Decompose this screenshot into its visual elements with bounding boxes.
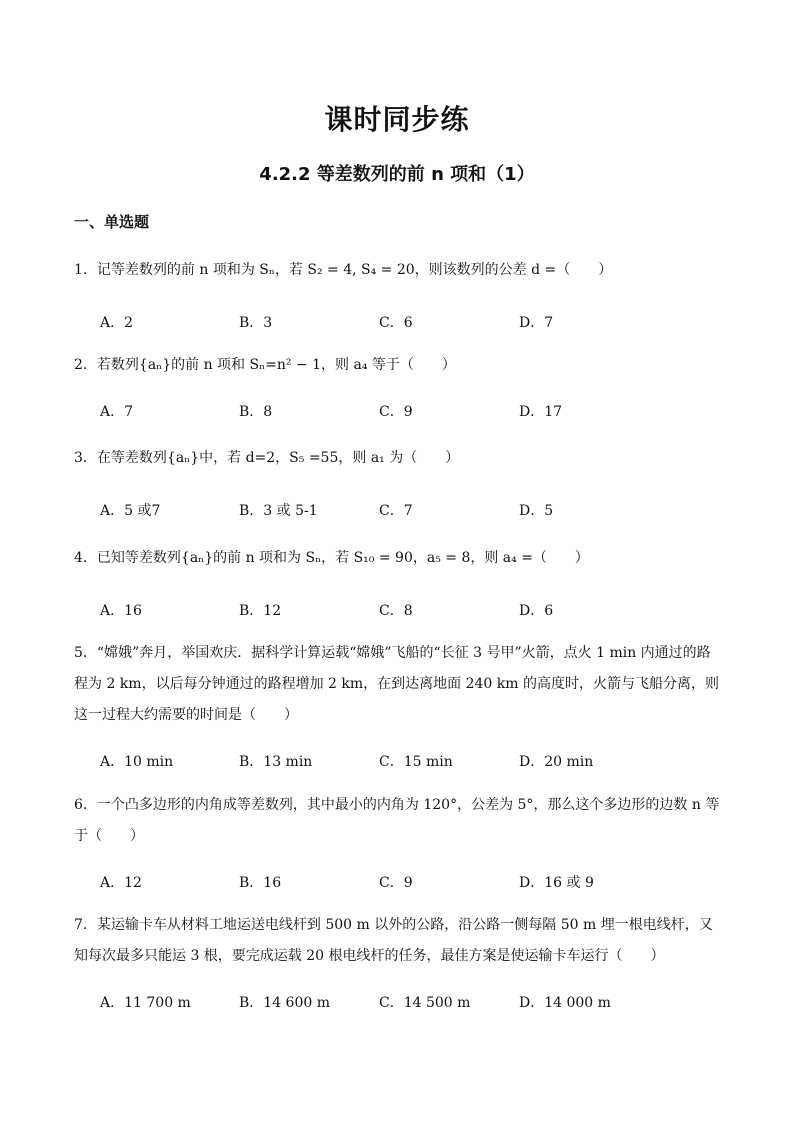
question-3 bbox=[74, 443, 724, 474]
question-4-stem: 4．已知等差数列{aₙ}的前 n 项和为 Sₙ，若 S₁₀ = 90，a₅ = 8，则 a₄ =（ ） bbox=[74, 550, 589, 566]
question-3-stem: 3．在等差数列{aₙ}中，若 d=2，S₅ =55，则 a₁ 为（ ） bbox=[74, 450, 460, 466]
question-3-option-c: C．7 bbox=[379, 503, 413, 519]
question-1-option-a: A．2 bbox=[100, 315, 134, 331]
question-7-stem: 7．某运输卡车从材料工地运送电线杆到 500 m 以外的公路，沿公路一侧每隔 50 m 埋一根电线杆，又知每次最多只能运 3 根，要完成运载 20 根电线杆的任务，最佳方案是使运输卡车运行（ ） bbox=[74, 917, 713, 964]
question-1 bbox=[74, 255, 724, 286]
question-3-option-b: B．3 或 5-1 bbox=[239, 503, 318, 519]
question-2-option-b: B．8 bbox=[239, 404, 273, 420]
question-1-options bbox=[100, 312, 720, 332]
question-3-options bbox=[100, 500, 720, 520]
question-1-stem: 1．记等差数列的前 n 项和为 Sₙ，若 S₂ = 4, S₄ = 20，则该数列的公差 d =（ ） bbox=[74, 262, 613, 278]
question-7-option-c: C．14 500 m bbox=[379, 995, 471, 1011]
question-6-options bbox=[100, 872, 720, 892]
question-6-option-c: C．9 bbox=[379, 875, 413, 891]
question-1-option-d: D．7 bbox=[519, 315, 554, 331]
question-2-stem: 2．若数列{aₙ}的前 n 项和 Sₙ=n² − 1，则 a₄ 等于（ ） bbox=[74, 357, 456, 373]
question-6-option-a: A．12 bbox=[100, 875, 142, 891]
section-heading: 一、单选题 bbox=[74, 213, 150, 231]
question-4-option-c: C．8 bbox=[379, 603, 413, 619]
question-2-options bbox=[100, 401, 720, 421]
page-title: 课时同步练 bbox=[324, 103, 470, 136]
lesson-subtitle: 4.2.2 等差数列的前 n 项和（1） bbox=[259, 164, 535, 185]
question-6-option-d: D．16 或 9 bbox=[519, 875, 594, 891]
question-7 bbox=[74, 910, 724, 972]
question-5-option-b: B．13 min bbox=[239, 754, 313, 770]
question-4-option-a: A．16 bbox=[100, 603, 142, 619]
question-5-option-d: D．20 min bbox=[519, 754, 594, 770]
question-2 bbox=[74, 350, 724, 381]
question-5-stem: 5．“嫦娥”奔月，举国欢庆．据科学计算运载“嫦娥”飞船的“长征 3 号甲”火箭，点火 1 min 内通过的路程为 2 km，以后每分钟通过的路程增加 2 km，在到达离地面 240 km 的高度时，火箭与飞船分离，则这一过程大约需要的时间是（ ） bbox=[74, 645, 719, 723]
question-5 bbox=[74, 638, 724, 731]
question-7-option-d: D．14 000 m bbox=[519, 995, 611, 1011]
question-3-option-a: A．5 或7 bbox=[100, 503, 161, 519]
question-2-option-c: C．9 bbox=[379, 404, 413, 420]
question-5-option-a: A．10 min bbox=[100, 754, 174, 770]
question-2-option-d: D．17 bbox=[519, 404, 563, 420]
question-1-option-c: C．6 bbox=[379, 315, 413, 331]
question-6 bbox=[74, 790, 724, 852]
question-6-stem: 6．一个凸多边形的内角成等差数列，其中最小的内角为 120°，公差为 5°，那么这个多边形的边数 n 等于（ ） bbox=[74, 797, 720, 844]
question-2-option-a: A．7 bbox=[100, 404, 134, 420]
question-6-option-b: B．16 bbox=[239, 875, 282, 891]
question-7-option-a: A．11 700 m bbox=[100, 995, 191, 1011]
question-4 bbox=[74, 543, 724, 574]
question-5-options bbox=[100, 751, 720, 771]
question-4-option-b: B．12 bbox=[239, 603, 282, 619]
question-4-options bbox=[100, 600, 720, 620]
question-1-option-b: B．3 bbox=[239, 315, 273, 331]
question-5-option-c: C．15 min bbox=[379, 754, 453, 770]
question-7-options bbox=[100, 992, 720, 1012]
question-7-option-b: B．14 600 m bbox=[239, 995, 330, 1011]
question-3-option-d: D．5 bbox=[519, 503, 554, 519]
question-4-option-d: D．6 bbox=[519, 603, 554, 619]
